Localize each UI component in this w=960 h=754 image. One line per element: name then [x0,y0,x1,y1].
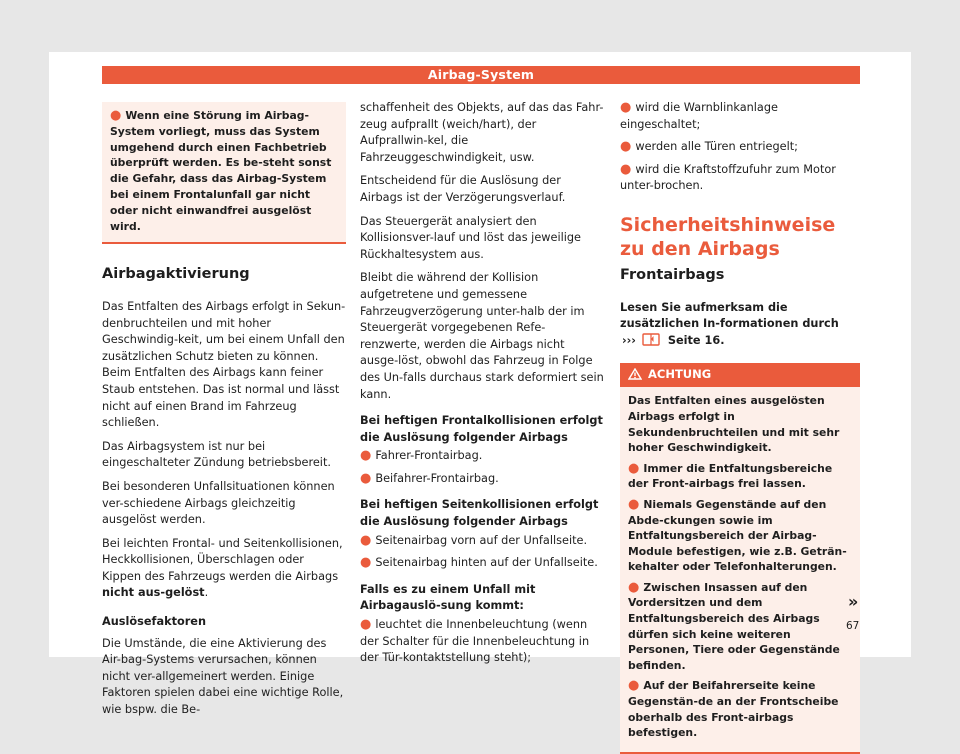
reference-line [620,300,860,352]
bullet-icon: ● [628,579,640,595]
subheading: Auslösefaktoren [102,615,207,629]
column-3 [620,100,860,754]
list-item [360,448,604,465]
book-icon[interactable] [642,333,660,352]
bullet-icon: ● [360,617,372,633]
list-item-text: wird die Kraftstoffzufuhr zum Motor unter-brochen. [620,162,836,193]
warning-intro: Das Entfalten eines ausgelösten Airbags erfolgt in Sekundenbruchteilen und mit sehr hoher Geschwindigkeit. [628,394,840,455]
bullet-icon: ● [360,470,372,486]
warning-item [628,497,852,575]
paragraph: Bleibt die während der Kollision aufgetretene und gemessene Fahrzeugverzögerung unter-halb der im Steuergerät vorgegebenen Refe-renzwerte, werden die Airbags nicht ausge-löst, obwohl das Fahrzeug in Folge des Un-falls durchaus stark deformiert sein kann. [360,271,604,401]
page-number: 67 [846,620,860,632]
list-item [620,162,860,195]
warning-box [102,102,346,244]
warning-item-text: Immer die Entfaltungsbereiche der Front-airbags frei lassen. [628,461,833,491]
subheading: Falls es zu einem Unfall mit Airbagauslö-sung kommt: [360,582,536,613]
warning-item [628,580,852,674]
paragraph: Bei besonderen Unfallsituationen können ver-schiedene Airbags gleichzeitig ausgelöst werden. [102,479,335,527]
bullet-icon: ● [360,555,372,571]
paragraph: Das Airbagsystem ist nur bei eingeschalteter Zündung betriebsbereit. [102,439,331,470]
column-2 [360,100,604,673]
warning-item [628,678,852,740]
warning-text: Wenn eine Störung im Airbag-System vorliegt, muss das System umgehend durch einen Fachbetrieb überprüft werden. Es be-steht sonst die Gefahr, dass das Airbag-System bei einem Frontalunfall gar nicht oder nicht einwandfrei ausgelöst wird. [110,109,332,233]
warning-item-text: Niemals Gegenstände auf den Abde-ckungen sowie im Entfaltungsbereich der Airbag-Module befestigen, wie z.B. Geträn-kehalter oder Telefonhalterungen. [628,497,847,574]
bullet-icon: ● [628,678,640,694]
list-item-text: Fahrer-Frontairbag. [375,449,483,463]
paragraph: schaffenheit des Objekts, auf das das Fahr-zeug aufprallt (weich/hart), der Aufprallwin-kel, die Fahrzeuggeschwindigkeit, usw. [360,101,604,164]
warning-item [628,461,852,492]
list-item [620,100,860,133]
list-item-text: werden alle Türen entriegelt; [635,140,798,154]
warning-item-text: Auf der Beifahrerseite keine Gegenstän-de an der Frontscheibe oberhalb des Front-airbags befestigen. [628,679,839,740]
emphasis-text: nicht aus-gelöst [102,586,205,600]
column-1 [102,102,346,726]
warning-item-text: Zwischen Insassen auf den Vordersitzen und dem Entfaltungsbereich des Airbags dürfen sich keine weiteren Personen, Tiere oder Gegenstände befinden. [628,580,840,672]
bullet-icon: ● [360,532,372,548]
paragraph [102,536,346,602]
subheading: Bei heftigen Seitenkollisionen erfolgt die Auslösung folgender Airbags [360,498,599,529]
section-title: Airbagaktivierung [102,266,250,283]
section-title: Frontairbags [620,266,725,283]
continue-arrow-icon: » [848,592,859,611]
warning-triangle-icon [628,368,642,384]
paragraph: Das Steuergerät analysiert den Kollisionsver-lauf und löst das jeweilige Rückhaltesystem aus. [360,214,582,261]
list-item-text: wird die Warnblinkanlage eingeschaltet; [620,101,778,131]
list-item [360,555,604,572]
list-item [360,533,604,550]
paragraph-text: Bei leichten Frontal- und Seitenkollisionen, Heckkollisionen, Überschlagen oder Kippen des Fahrzeugs werden die Airbags [102,536,343,583]
section-header: Airbag-System [102,66,860,84]
list-item-text: Beifahrer-Frontairbag. [375,471,499,485]
list-item-text: Seitenairbag hinten auf der Unfallseite. [375,556,598,570]
paragraph: Die Umstände, die eine Aktivierung des Air-bag-Systems verursachen, können nicht ver-allgemeinert werden. Einige Faktoren spielen dabei eine wichtige Rolle, wie bspw. die Be- [102,636,344,717]
bullet-icon: ● [620,100,632,115]
list-item-text: Seitenairbag vorn auf der Unfallseite. [375,533,588,547]
warning-box [620,363,860,753]
bullet-icon: ● [620,139,632,155]
paragraph-text: . [204,586,209,600]
paragraph: Das Entfalten des Airbags erfolgt in Sekun-denbruchteilen und mit hoher Geschwindig-keit, um bei einem Unfall den zusätzlichen Schutz bieten zu können. Beim Entfalten des Airbags kann feiner Staub entstehen. Das ist normal und lässt nicht auf einen Brand im Fahrzeug schließen. [102,299,346,430]
warning-body [620,387,860,751]
list-item-text: leuchtet die Innenbeleuchtung (wenn der Schalter für die Innenbeleuchtung in der Tür-kontaktstellung steht); [360,618,590,665]
bullet-icon: ● [110,108,122,123]
bullet-icon: ● [628,460,640,476]
subheading: Bei heftigen Frontalkollisionen erfolgt die Auslösung folgender Airbags [360,414,603,444]
list-item [360,471,604,488]
warning-label: ACHTUNG [648,367,712,382]
bullet-icon: ● [360,448,372,464]
chapter-title: Sicherheitshinweise zu den Airbags [620,213,836,260]
reference-arrows: ››› [622,333,636,347]
list-item [620,139,860,156]
reference-text: Lesen Sie aufmerksam die zusätzlichen In-formationen durch [620,300,839,331]
paragraph: Entscheidend für die Auslösung der Airbags ist der Verzögerungsverlauf. [360,174,566,204]
page-reference-link[interactable]: Seite 16. [667,333,725,347]
warning-header [620,363,860,387]
bullet-icon: ● [628,496,640,512]
list-item [360,617,604,667]
bullet-icon: ● [620,161,632,177]
